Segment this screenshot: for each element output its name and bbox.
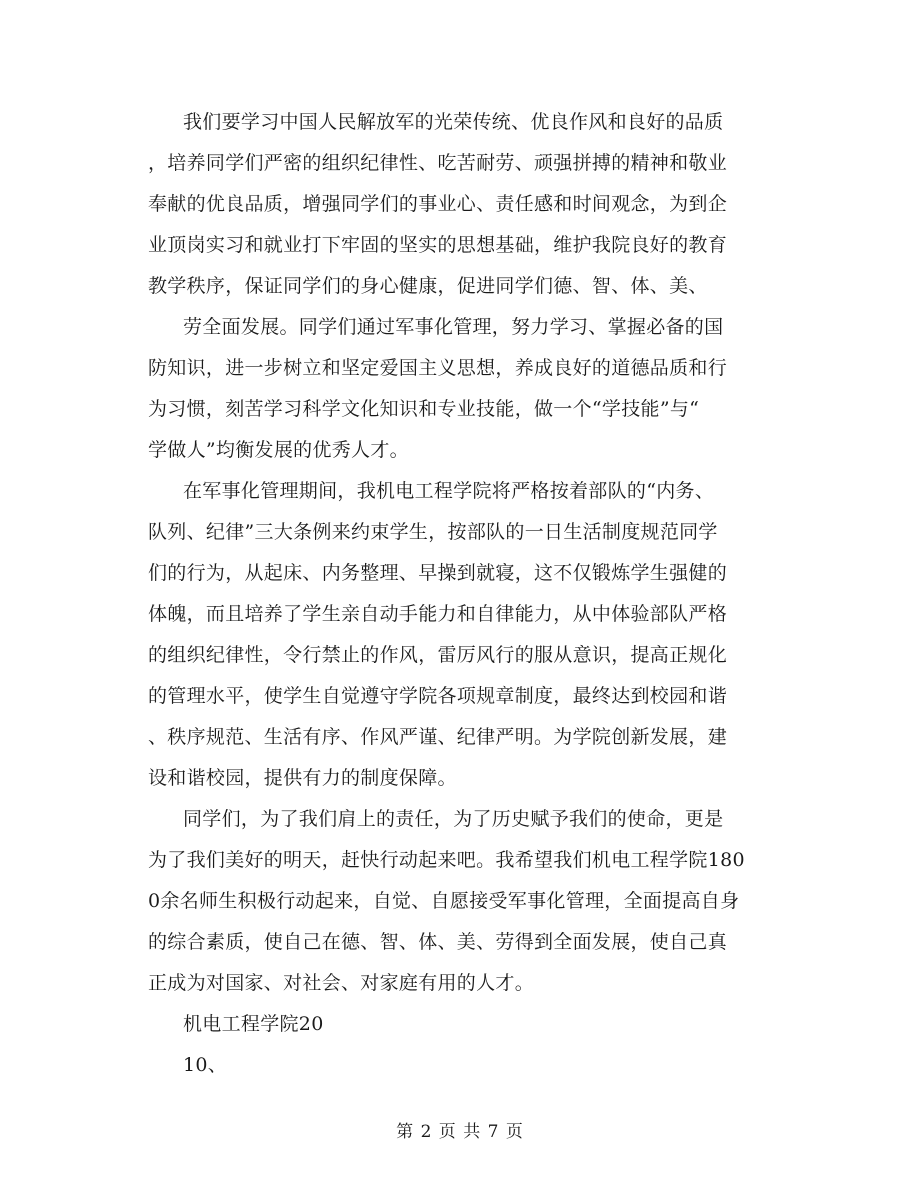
text-line: 正成为对国家、对社会、对家庭有用的人才。 — [148, 972, 535, 994]
text-line: 的管理水平，使学生自觉遵守学院各项规章制度，最终达到校园和谐 — [148, 685, 728, 707]
text-line: 为了我们美好的明天，赶快行动起来吧。我希望我们机电工程学院180 — [148, 849, 745, 871]
text-line: 奉献的优良品质，增强同学们的事业心、责任感和时间观念，为到企 — [148, 193, 728, 215]
text-line: 们的行为，从起床、内务整理、早操到就寝，这不仅锻炼学生强健的 — [148, 562, 728, 584]
date-line: 10、 — [183, 1054, 228, 1076]
text-line: 0余名师生积极行动起来，自觉、自愿接受军事化管理，全面提高自身 — [148, 890, 740, 912]
text-line: 体魄，而且培养了学生亲自动手能力和自律能力，从中体验部队严格 — [148, 603, 728, 625]
text-line: 队列、纪律”三大条例来约束学生，按部队的一日生活制度规范同学 — [148, 521, 718, 543]
text-line: 业顶岗实习和就业打下牢固的坚实的思想基础，维护我院良好的教育 — [148, 234, 728, 256]
text-line: 的综合素质，使自己在德、智、体、美、劳得到全面发展，使自己真 — [148, 931, 728, 953]
text-line: 防知识，进一步树立和坚定爱国主义思想，养成良好的道德品质和行 — [148, 357, 728, 379]
signature-line: 机电工程学院20 — [183, 1013, 324, 1035]
text-line: 在军事化管理期间，我机电工程学院将严格按着部队的“内务、 — [183, 480, 715, 502]
text-line: 同学们，为了我们肩上的责任，为了历史赋予我们的使命，更是 — [183, 808, 724, 830]
page-number-footer: 第 2 页 共 7 页 — [396, 1122, 524, 1142]
text-line: 的组织纪律性，令行禁止的作风，雷厉风行的服从意识，提高正规化 — [148, 644, 728, 666]
text-line: 学做人”均衡发展的优秀人才。 — [148, 439, 409, 461]
text-line: 我们要学习中国人民解放军的光荣传统、优良作风和良好的品质 — [183, 111, 724, 133]
text-line: 教学秩序，保证同学们的身心健康，促进同学们德、智、体、美、 — [148, 275, 708, 297]
text-line: 劳全面发展。同学们通过军事化管理，努力学习、掌握必备的国 — [183, 316, 724, 338]
text-line: ，培养同学们严密的组织纪律性、吃苦耐劳、顽强拼搏的精神和敬业 — [148, 152, 728, 174]
text-line: 为习惯，刻苦学习科学文化知识和专业技能，做一个“学技能”与“ — [148, 398, 700, 420]
text-line: 设和谐校园，提供有力的制度保障。 — [148, 767, 457, 789]
text-line: 、秩序规范、生活有序、作风严谨、纪律严明。为学院创新发展，建 — [148, 726, 728, 748]
